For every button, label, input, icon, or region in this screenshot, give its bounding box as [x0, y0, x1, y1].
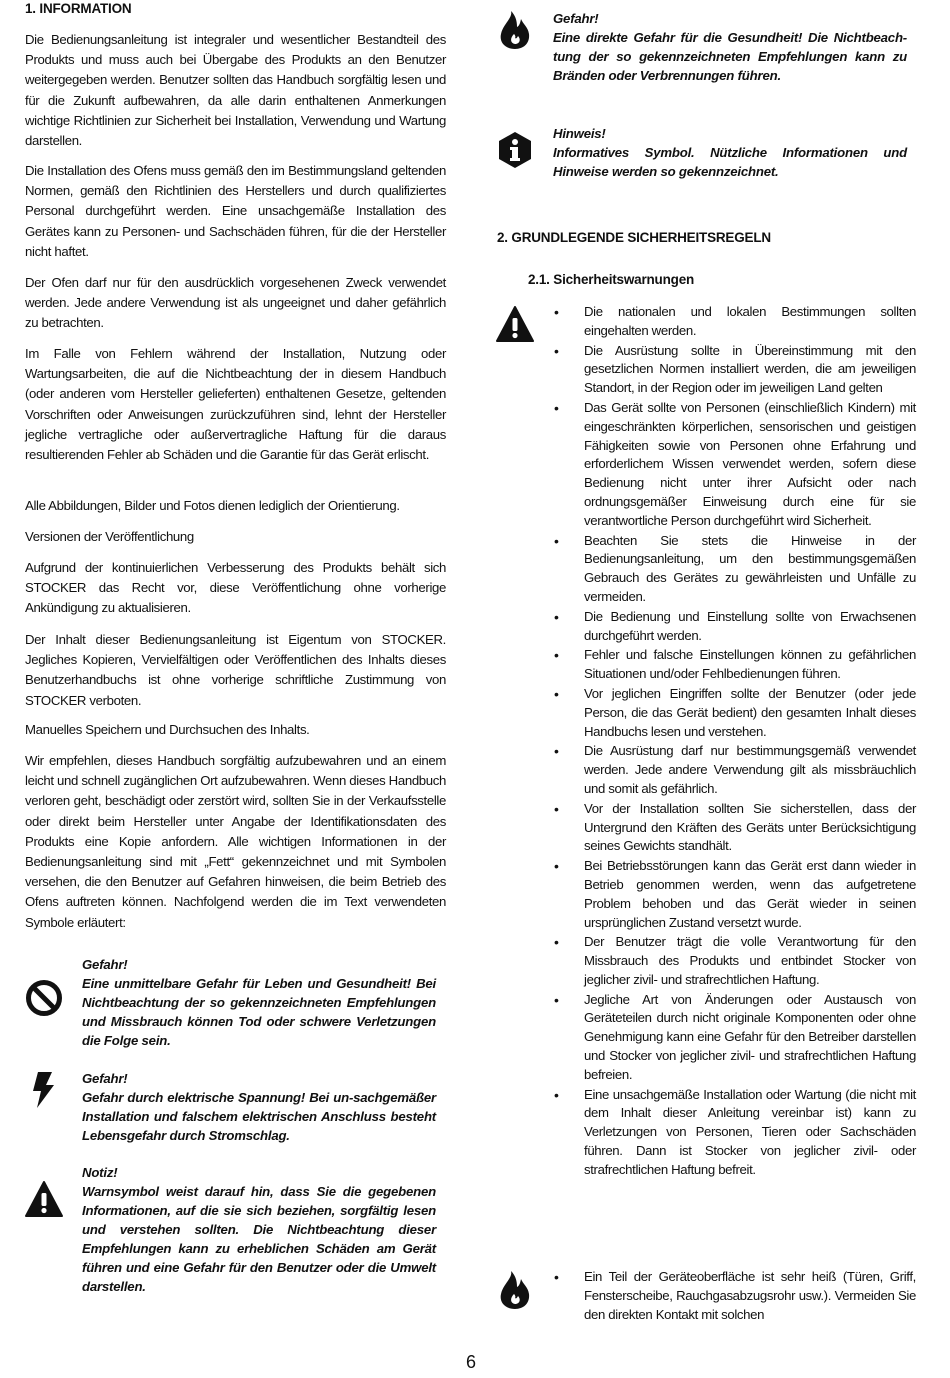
paragraph-text: Versionen der Veröffentlichung	[25, 529, 194, 544]
warning-triangle-icon	[24, 1180, 64, 1220]
paragraph-text: Die Installation des Ofens muss gemäß den im Bestimmungsland geltenden Normen, gemäß den Richtlinien des Herstellers und durch qualifiziertes Personal durchgeführt werden. Eine unsachgemäße Installation des Gerätes kann zu Personen- und Sachschäden führen, für die der Hersteller nicht haftet.	[25, 163, 446, 259]
section-heading-information: 1. INFORMATION	[25, 1, 132, 16]
list-item: • Die nationalen und lokalen Bestimmungen sollten eingehalten werden.	[554, 303, 916, 341]
list-item: • Eine unsachgemäße Installation oder Wartung (die nicht mit dem Inhalt dieser Anleitung vereinbar ist) kann zu Verletzungen von Personen, Tieren oder Sachschäden führen. Dann ist Stocker von jeglicher zivil- oder strafrechtlichen Haftung befreit.	[554, 1086, 916, 1180]
list-item: • Die Bedienung und Einstellung sollte von Erwachsenen durchgeführt werden.	[554, 608, 916, 646]
list-item: • Der Benutzer trägt die volle Verantwortung für den Missbrauch des Produkts und entbindet Stocker von jeglicher zivil- und strafrechtlichen Haftung.	[554, 933, 916, 989]
section-heading-safety-rules: 2. GRUNDLEGENDE SICHERHEITSREGELN	[497, 230, 771, 245]
notice-title: Gefahr!	[82, 957, 128, 972]
notice-danger-life	[82, 955, 436, 1050]
paragraph-intro	[25, 30, 446, 151]
notice-info	[553, 124, 907, 181]
notice-text: Gefahr durch elektrische Spannung! Bei un-sachgemäßer Installation und falschem elektrischen Anschluss besteht Lebensgefahr durch Stromschlag.	[82, 1090, 436, 1143]
info-icon	[495, 130, 535, 170]
notice-text: Eine unmittelbare Gefahr für Leben und Gesundheit! Bei Nichtbeachtung der so gekennzeichneten Empfehlungen und Missbrauch können Tod oder schwere Verletzungen die Folge sein.	[82, 976, 436, 1048]
list-item: • Vor jeglichen Eingriffen sollte der Benutzer (oder jede Person, die das Gerät bedient) den gesamten Inhalt dieses Handbuchs lesen und verstehen.	[554, 685, 916, 741]
subsection-heading-warnings: 2.1. Sicherheitswarnungen	[528, 272, 695, 287]
page-number: 6	[466, 1352, 477, 1372]
notice-text: Warnsymbol weist darauf hin, dass Sie die gegebenen Informationen, auf die sie sich beziehen, sorgfältig lesen und verstehen sollten. Die Nichtbeachtung dieser Empfehlungen kann zu erheblichen Schäden am Gerät führen und eine Gefahr für den Benutzer oder die Umwelt darstellen.	[82, 1184, 436, 1294]
list-item: • Die Ausrüstung sollte in Übereinstimmung mit den gesetzlichen Normen installiert werden, die am jeweiligen Standort, in der Region oder im jeweiligen Land gelten	[554, 342, 916, 398]
list-item: • Jegliche Art von Änderungen oder Austausch von Geräteteilen durch nicht originale Komponenten oder ohne Genehmigung kann eine Gefahr für den Betreiber darstellen und Stocker von jeglicher zivil- und strafrechtlichen Haftung befreien.	[554, 991, 916, 1085]
notice-danger-fire	[553, 9, 907, 85]
list-item: • Beachten Sie stets die Hinweise in der Bedienungsanleitung, um den bestimmungsgemäßen Gebrauch des Gerätes zu gewährleisten und Unfälle zu vermeiden.	[554, 532, 916, 607]
hot-surface-list	[554, 1268, 916, 1325]
notice-text: Informatives Symbol. Nützliche Informationen und Hinweise werden so gekennzeichnet.	[553, 145, 907, 179]
prohibition-icon	[24, 978, 64, 1018]
paragraph-text: Manuelles Speichern und Durchsuchen des Inhalts.	[25, 722, 310, 737]
list-item: • Fehler und falsche Einstellungen können zu gefährlichen Situationen und/oder Fehlbedienungen führen.	[554, 646, 916, 684]
safety-warnings-list	[554, 303, 916, 1181]
paragraph-text: Die Bedienungsanleitung ist integraler und wesentlicher Bestandteil des Produkts und muss auch bei Übergabe des Produkts an den Benutzer weitergegeben werden. Benutzer sollten das Handbuch sorgfältig lesen und für die Zukunft aufbewahren, da alle darin enthaltenen Anmerkungen wichtige Richtlinien zur Sicherheit bei Installation, Verwendung und Wartung darstellen.	[25, 32, 446, 149]
lightning-icon	[24, 1070, 64, 1110]
notice-text: Eine direkte Gefahr für die Gesundheit! Die Nichtbeach-tung der so gekennzeichneten Empfehlungen kann zu Bränden oder Verbrennungen führen.	[553, 30, 907, 83]
paragraph-storage	[25, 720, 446, 740]
paragraph-illustrations	[25, 496, 446, 516]
paragraph-updates	[25, 558, 446, 619]
paragraph-text: Wir empfehlen, dieses Handbuch sorgfältig aufzubewahren und an einem leicht und schnell zugänglichen Ort aufzubewahren. Wenn dieses Handbuch verloren geht, beschädigt oder zerstört wird, sollten Sie in der Verkaufsstelle oder direkt beim Hersteller unter Angabe der Identifikationsdaten des Produkts eine Kopie anfordern. Alle wichtigen Informationen in der Bedienungsanleitung sind mit „Fett“ gekennzeichnet und mit Symbolen versehen, die den Benutzer auf Gefahren hinweisen, die beim Betrieb des Ofens auftreten können. Nachfolgend werden die im Text verwendeten Symbole erläutert:	[25, 753, 446, 930]
list-item: • Das Gerät sollte von Personen (einschließlich Kindern) mit eingeschränkten körperlichen, sensorischen und geistigen Fähigkeiten sowie von Personen ohne Erfahrung und erforderlichem Wissen verwendet werden, sofern diese Bedienung nicht unter ihrer Aufsicht oder nach ordnungsgemäßer Einweisung durch eine für sie verantwortliche Person durchgeführt wird Sicherheit.	[554, 399, 916, 531]
flame-icon	[495, 1270, 535, 1310]
warning-triangle-icon	[495, 305, 535, 345]
paragraph-text: Der Ofen darf nur für den ausdrücklich vorgesehenen Zweck verwendet werden. Jede andere Verwendung ist als ungeeignet und daher gefährlich zu betrachten.	[25, 275, 446, 331]
notice-danger-electric	[82, 1069, 436, 1145]
paragraph-copyright	[25, 630, 446, 711]
notice-title: Hinweis!	[553, 126, 606, 141]
paragraph-text: Alle Abbildungen, Bilder und Fotos dienen lediglich der Orientierung.	[25, 498, 400, 513]
paragraph-recommendation	[25, 751, 446, 933]
paragraph-liability	[25, 344, 446, 465]
notice-title: Notiz!	[82, 1165, 118, 1180]
paragraph-text: Der Inhalt dieser Bedienungsanleitung ist Eigentum von STOCKER. Jegliches Kopieren, Vervielfältigen oder Veröffentlichen des Inhalts dieses Benutzerhandbuchs ist ohne vorherige schriftliche Zustimmung von STOCKER verboten.	[25, 632, 446, 708]
list-item: • Bei Betriebsstörungen kann das Gerät erst dann wieder in Betrieb genommen werden, wenn das aufgetretene Problem behoben und das Gerät wieder in seinen ursprünglichen Zustand versetzt wurde.	[554, 857, 916, 932]
list-item: • Vor der Installation sollten Sie sicherstellen, dass der Untergrund den Kräften des Geräts unter Berücksichtigung seines Gewichts standhält.	[554, 800, 916, 856]
paragraph-text: Aufgrund der kontinuierlichen Verbesserung des Produkts behält sich STOCKER das Recht vor, diese Veröffentlichung ohne vorherige Ankündigung zu aktualisieren.	[25, 560, 446, 616]
paragraph-versions	[25, 527, 446, 547]
notice-title: Gefahr!	[553, 11, 599, 26]
notice-title: Gefahr!	[82, 1071, 128, 1086]
notice-note-warning	[82, 1163, 436, 1296]
paragraph-text: Im Falle von Fehlern während der Installation, Nutzung oder Wartungsarbeiten, die auf die Nichtbeachtung der in diesem Handbuch (oder anderen vom Hersteller gelieferten) enthaltenen Gesetze, geltenden Vorschriften oder Anweisungen zurückzuführen sind, lehnt der Hersteller jegliche vertragliche oder außervertragliche Haftung für die daraus resultierenden Fehler ab Schäden und die Garantie für das Gerät erlischt.	[25, 346, 446, 463]
flame-icon	[495, 10, 535, 50]
list-item: • Die Ausrüstung darf nur bestimmungsgemäß verwendet werden. Jede andere Verwendung gilt als missbräuchlich und somit als gefährlich.	[554, 742, 916, 798]
paragraph-installation	[25, 161, 446, 262]
paragraph-usage	[25, 273, 446, 334]
list-item: • Ein Teil der Geräteoberfläche ist sehr heiß (Türen, Griff, Fensterscheibe, Rauchgasabzugsrohr usw.). Vermeiden Sie den direkten Kontakt mit solchen	[554, 1268, 916, 1324]
